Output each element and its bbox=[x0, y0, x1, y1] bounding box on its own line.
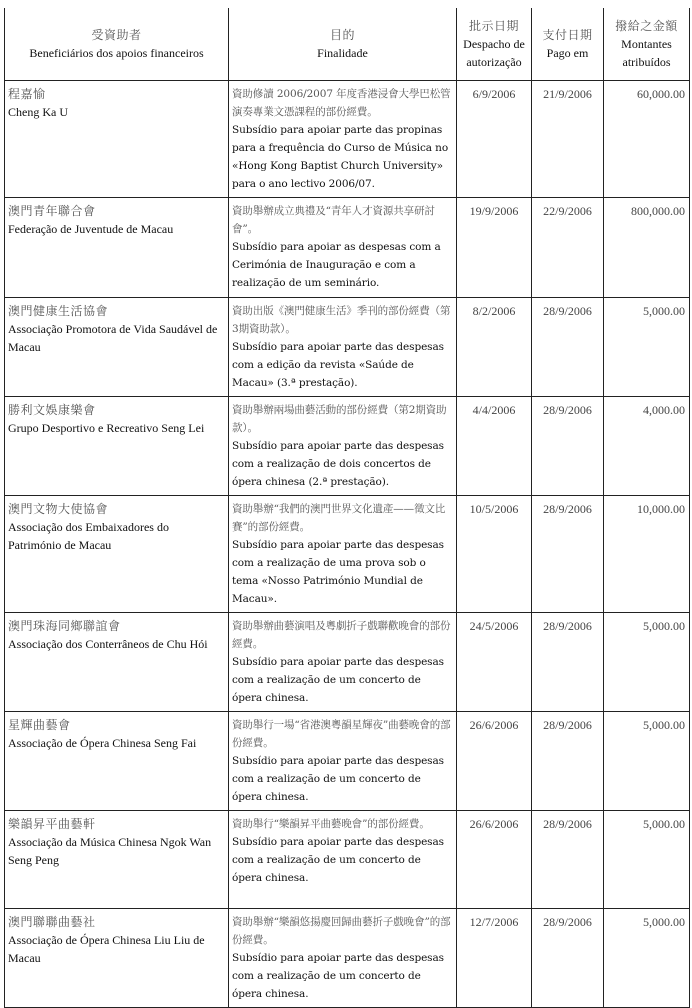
paid-date: 21/9/2006 bbox=[532, 81, 604, 198]
purpose-zh: 資助舉辦“我們的澳門世界文化遺產——徵文比賽”的部份經費。 bbox=[232, 503, 446, 533]
beneficiary-cell bbox=[5, 811, 229, 909]
amount: 5,000.00 bbox=[604, 909, 690, 1008]
amount: 4,000.00 bbox=[604, 397, 690, 496]
subsidies-table bbox=[4, 8, 690, 1008]
beneficiary-zh: 勝利文娛康樂會 bbox=[8, 403, 96, 417]
beneficiary-cell bbox=[5, 909, 229, 1008]
amount: 5,000.00 bbox=[604, 811, 690, 909]
amount: 5,000.00 bbox=[604, 712, 690, 811]
beneficiary-zh: 澳門聯聯曲藝社 bbox=[8, 915, 96, 929]
header-amount bbox=[604, 8, 690, 81]
purpose-pt: Subsídio para apoiar parte das despesas com a realização de dois concertos de ópera chinesa (2.ª prestação). bbox=[232, 440, 444, 488]
beneficiary-pt: Associação de Ópera Chinesa Liu Liu de Macau bbox=[8, 933, 205, 965]
beneficiary-cell bbox=[5, 496, 229, 613]
amount: 5,000.00 bbox=[604, 613, 690, 712]
header-purpose bbox=[229, 8, 457, 81]
beneficiary-pt: Associação de Ópera Chinesa Seng Fai bbox=[8, 736, 197, 750]
authorization-date: 6/9/2006 bbox=[457, 81, 532, 198]
header-zh: 撥給之金額 bbox=[615, 19, 678, 33]
purpose-cell bbox=[229, 397, 457, 496]
table-row bbox=[5, 397, 690, 496]
authorization-date: 12/7/2006 bbox=[457, 909, 532, 1008]
amount: 800,000.00 bbox=[604, 198, 690, 298]
beneficiary-pt: Associação dos Conterrâneos de Chu Hói bbox=[8, 637, 208, 651]
purpose-cell bbox=[229, 298, 457, 397]
authorization-date: 8/2/2006 bbox=[457, 298, 532, 397]
beneficiary-cell bbox=[5, 397, 229, 496]
purpose-cell bbox=[229, 496, 457, 613]
purpose-cell bbox=[229, 712, 457, 811]
table-row bbox=[5, 811, 690, 909]
purpose-pt: Subsídio para apoiar parte das despesas com a edição da revista «Saúde de Macau» (3.ª prestação). bbox=[232, 341, 444, 389]
beneficiary-cell bbox=[5, 298, 229, 397]
purpose-cell bbox=[229, 909, 457, 1008]
purpose-zh: 資助舉辦成立典禮及“青年人才資源共享研討會”。 bbox=[232, 205, 435, 235]
table-row bbox=[5, 496, 690, 613]
table-row bbox=[5, 909, 690, 1008]
purpose-pt: Subsídio para apoiar as despesas com a Cerimónia de Inauguração e com a realização de um seminário. bbox=[232, 241, 441, 289]
beneficiary-zh: 澳門文物大使協會 bbox=[8, 502, 109, 516]
header-zh: 支付日期 bbox=[542, 28, 593, 42]
amount: 60,000.00 bbox=[604, 81, 690, 198]
purpose-pt: Subsídio para apoiar parte das despesas com a realização de uma prova sob o tema «Nosso Património Mundial de Macau». bbox=[232, 539, 444, 605]
purpose-pt: Subsídio para apoiar parte das despesas com a realização de um concerto de ópera chinesa. bbox=[232, 952, 444, 1000]
beneficiary-pt: Associação Promotora de Vida Saudável de Macau bbox=[8, 322, 218, 354]
purpose-pt: Subsídio para apoiar parte das despesas com a realização de um concerto de ópera chinesa. bbox=[232, 656, 444, 704]
table-row bbox=[5, 613, 690, 712]
purpose-cell bbox=[229, 81, 457, 198]
beneficiary-zh: 澳門青年聯合會 bbox=[8, 204, 96, 218]
header-zh: 受資助者 bbox=[91, 28, 142, 42]
purpose-pt: Subsídio para apoiar parte das propinas para a frequência do Curso de Música no «Hong Kong Baptist Church University» para o ano lectivo 2006/07. bbox=[232, 124, 449, 190]
table-header bbox=[5, 8, 690, 81]
amount: 10,000.00 bbox=[604, 496, 690, 613]
header-pt: Pago em bbox=[546, 46, 589, 60]
paid-date: 28/9/2006 bbox=[532, 496, 604, 613]
authorization-date: 10/5/2006 bbox=[457, 496, 532, 613]
header-beneficiary bbox=[5, 8, 229, 81]
beneficiary-cell bbox=[5, 81, 229, 198]
beneficiary-zh: 程嘉愉 bbox=[8, 87, 46, 101]
purpose-cell bbox=[229, 811, 457, 909]
beneficiary-pt: Associação dos Embaixadores do Património de Macau bbox=[8, 520, 169, 552]
table-row bbox=[5, 298, 690, 397]
paid-date: 28/9/2006 bbox=[532, 712, 604, 811]
paid-date: 28/9/2006 bbox=[532, 298, 604, 397]
authorization-date: 26/6/2006 bbox=[457, 811, 532, 909]
paid-date: 28/9/2006 bbox=[532, 909, 604, 1008]
paid-date: 28/9/2006 bbox=[532, 397, 604, 496]
paid-date: 22/9/2006 bbox=[532, 198, 604, 298]
paid-date: 28/9/2006 bbox=[532, 811, 604, 909]
authorization-date: 24/5/2006 bbox=[457, 613, 532, 712]
paid-date: 28/9/2006 bbox=[532, 613, 604, 712]
beneficiary-zh: 澳門珠海同鄉聯誼會 bbox=[8, 619, 121, 633]
purpose-zh: 資助出版《澳門健康生活》季刊的部份經費（第3期資助款）。 bbox=[232, 305, 451, 335]
header-pt: Finalidade bbox=[317, 46, 368, 60]
purpose-zh: 資助舉辦兩場曲藝活動的部份經費（第2期資助款）。 bbox=[232, 404, 447, 434]
purpose-pt: Subsídio para apoiar parte das despesas com a realização de um concerto de ópera chinesa. bbox=[232, 755, 444, 803]
header-pt: Beneficiários dos apoios financeiros bbox=[29, 46, 204, 60]
table-row bbox=[5, 198, 690, 298]
table-row bbox=[5, 81, 690, 198]
header-paid-date bbox=[532, 8, 604, 81]
purpose-zh: 資助舉辦“樂韻悠揚慶回歸曲藝折子戲晚會”的部份經費。 bbox=[232, 916, 451, 946]
beneficiary-pt: Cheng Ka U bbox=[8, 105, 68, 119]
header-authorization-date bbox=[457, 8, 532, 81]
table-row bbox=[5, 712, 690, 811]
purpose-cell bbox=[229, 613, 457, 712]
beneficiary-pt: Associação da Música Chinesa Ngok Wan Seng Peng bbox=[8, 835, 212, 867]
amount: 5,000.00 bbox=[604, 298, 690, 397]
beneficiary-cell bbox=[5, 712, 229, 811]
beneficiary-zh: 澳門健康生活協會 bbox=[8, 304, 109, 318]
header-pt: Montantes atribuídos bbox=[621, 37, 672, 69]
purpose-cell bbox=[229, 198, 457, 298]
purpose-pt: Subsídio para apoiar parte das despesas com a realização de um concerto de ópera chinesa. bbox=[232, 836, 444, 884]
beneficiary-zh: 星輝曲藝會 bbox=[8, 718, 71, 732]
beneficiary-zh: 樂韻昇平曲藝軒 bbox=[8, 817, 96, 831]
purpose-zh: 資助舉行一場“省港澳粵韻星輝夜”曲藝晚會的部份經費。 bbox=[232, 719, 451, 749]
beneficiary-pt: Grupo Desportivo e Recreativo Seng Lei bbox=[8, 421, 205, 435]
beneficiary-pt: Federação de Juventude de Macau bbox=[8, 222, 174, 236]
header-pt: Despacho de autorização bbox=[463, 37, 525, 69]
authorization-date: 26/6/2006 bbox=[457, 712, 532, 811]
authorization-date: 4/4/2006 bbox=[457, 397, 532, 496]
purpose-zh: 資助舉辦曲藝演唱及粵劇折子戲聯歡晚會的部份經費。 bbox=[232, 620, 451, 650]
header-zh: 目的 bbox=[329, 28, 355, 42]
beneficiary-cell bbox=[5, 198, 229, 298]
purpose-zh: 資助舉行“樂韻昇平曲藝晚會”的部份經費。 bbox=[232, 818, 430, 830]
beneficiary-cell bbox=[5, 613, 229, 712]
purpose-zh: 資助修讀 2006/2007 年度香港浸會大學巴松管演奏專業文憑課程的部份經費。 bbox=[232, 88, 451, 118]
header-zh: 批示日期 bbox=[468, 19, 519, 33]
authorization-date: 19/9/2006 bbox=[457, 198, 532, 298]
